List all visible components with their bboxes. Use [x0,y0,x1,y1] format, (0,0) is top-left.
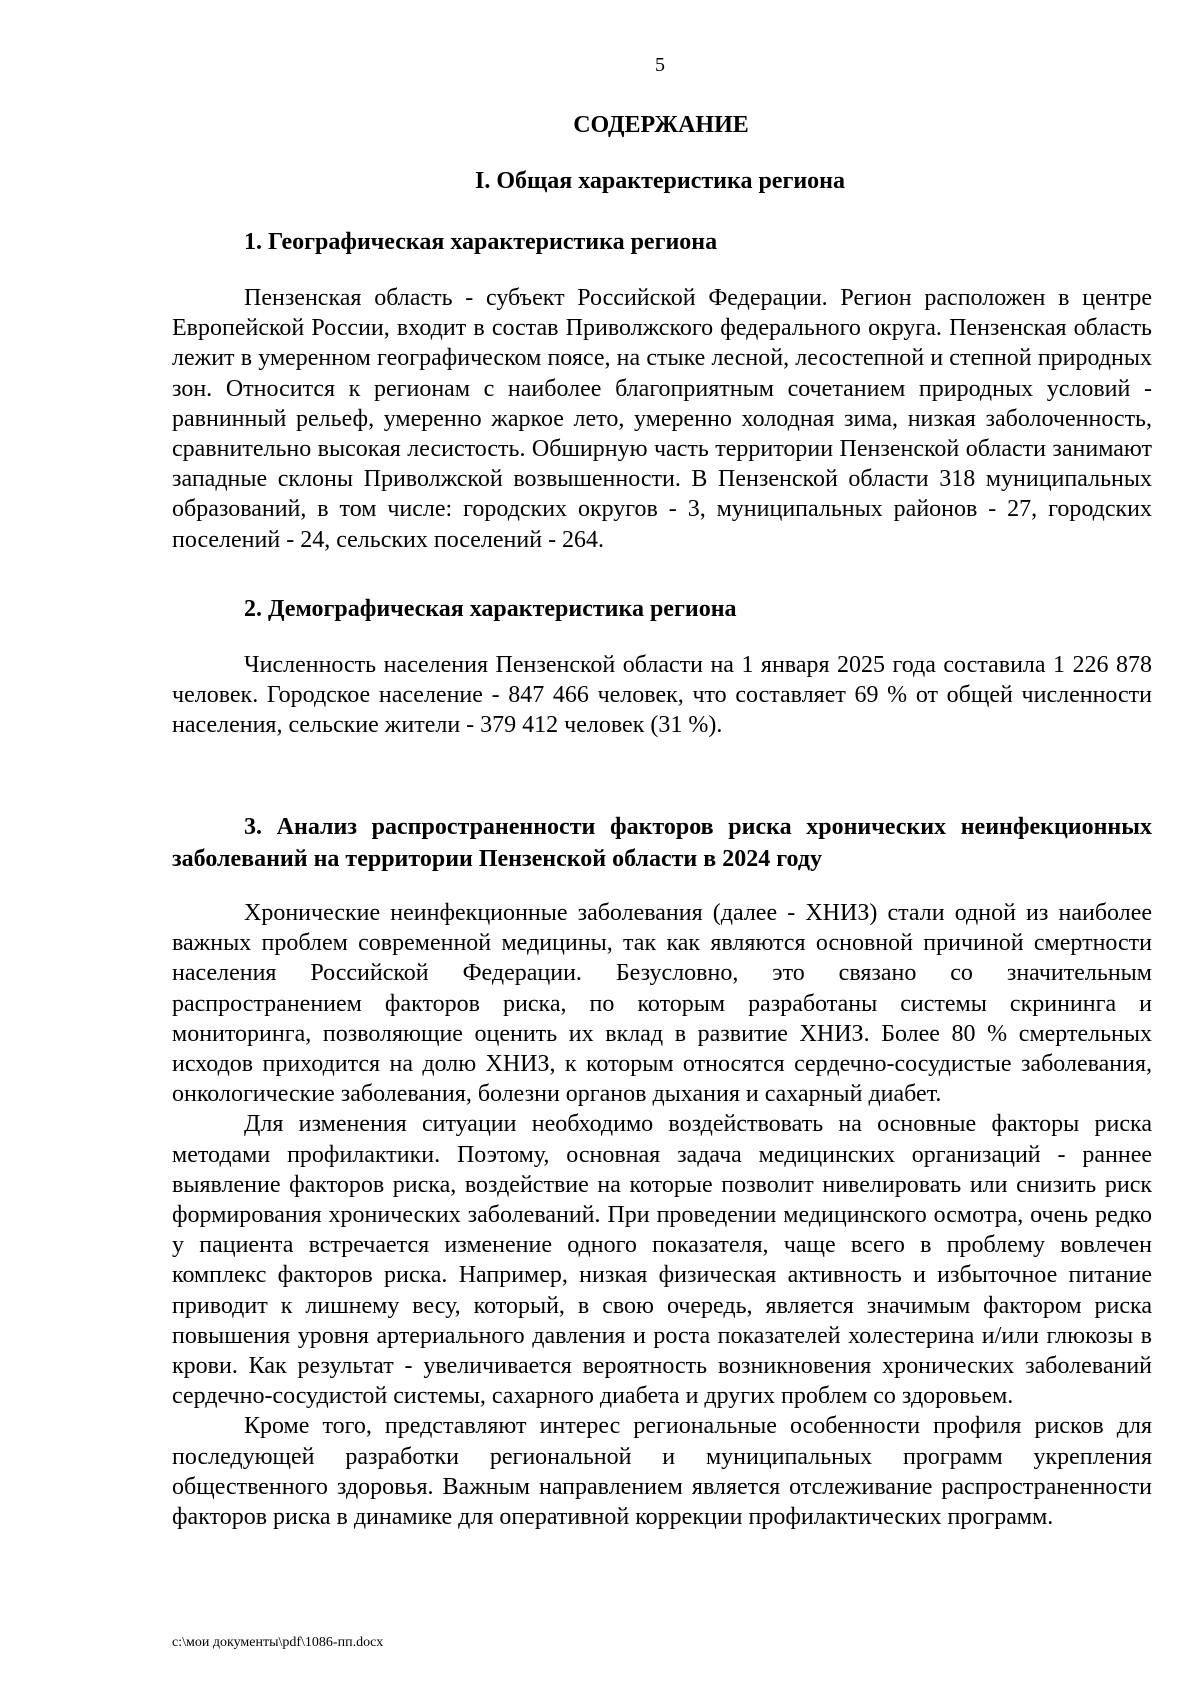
section-heading-line: 3. Анализ распространенности факторов риска хронических неинфекционных [244,814,1152,840]
section-body-geography [172,283,1152,555]
page-number: 5 [655,54,665,76]
paragraph: Кроме того, представляют интерес региональные особенности профиля рисков для последующей разработки региональной и муниципальных программ укрепления общественного здоровья. Важным направлением является отслеживание распространенности факторов риска в динамике для оперативной коррекции профилактических программ. [172,1413,1152,1531]
section-heading-risk-factors [172,811,1152,875]
section-body-demography [172,650,1152,741]
paragraph: Для изменения ситуации необходимо воздействовать на основные факторы риска методами профилактики. Поэтому, основная задача медицинских организаций - раннее выявление факторов риска, воздействие на которые позволит нивелировать или снизить риск формирования хронических заболеваний. При проведении медицинского осмотра, очень редко у пациента встречается изменение одного показателя, чаще всего в проблему вовлечен комплекс факторов риска. Например, низкая физическая активность и избыточное питание приводит к лишнему весу, который, в свою очередь, является значимым фактором риска повышения уровня артериального давления и роста показателей холестерина и/или глюкозы в крови. Как результат - увеличивается вероятность возникновения хронических заболеваний сердечно-сосудистой системы, сахарного диабета и других проблем со здоровьем. [172,1111,1152,1410]
part-title: I. Общая характеристика региона [474,168,846,194]
contents-title: СОДЕРЖАНИЕ [573,112,749,138]
paragraph: Пензенская область - субъект Российской Федерации. Регион расположен в центре Европейской России, входит в состав Приволжского федерального округа. Пензенская область лежит в умеренном географическом поясе, на стыке лесной, лесостепной и степной природных зон. Относится к регионам с наиболее благоприятным сочетанием природных условий - равнинный рельеф, умеренно жаркое лето, умеренно холодная зима, низкая заболоченность, сравнительно высокая лесистость. Обширную часть территории Пензенской области занимают западные склоны Приволжской возвышенности. В Пензенской области 318 муниципальных образований, в том числе: городских округов - 3, муниципальных районов - 27, городских поселений - 24, сельских поселений - 264. [172,285,1152,553]
section-heading-line: заболеваний на территории Пензенской области в 2024 году [172,846,822,872]
section-heading-geography: 1. Географическая характеристика региона [244,229,718,255]
section-body-risk-factors [172,898,1152,1532]
paragraph: Хронические неинфекционные заболевания (далее - ХНИЗ) стали одной из наиболее важных проблем современной медицины, так как являются основной причиной смертности населения Российской Федерации. Безусловно, это связано со значительным распространением факторов риска, по которым разработаны системы скрининга и мониторинга, позволяющие оценить их вклад в развитие ХНИЗ. Более 80 % смертельных исходов приходится на долю ХНИЗ, к которым относятся сердечно-сосудистые заболевания, онкологические заболевания, болезни органов дыхания и сахарный диабет. [172,900,1152,1108]
footer-file-path: c:\мои документы\pdf\1086-пп.docx [172,1635,384,1650]
paragraph: Численность населения Пензенской области на 1 января 2025 года составила 1 226 878 человек. Городское население - 847 466 человек, что составляет 69 % от общей численности населения, сельские жители - 379 412 человек (31 %). [172,652,1152,739]
section-heading-demography: 2. Демографическая характеристика региона [244,596,737,622]
